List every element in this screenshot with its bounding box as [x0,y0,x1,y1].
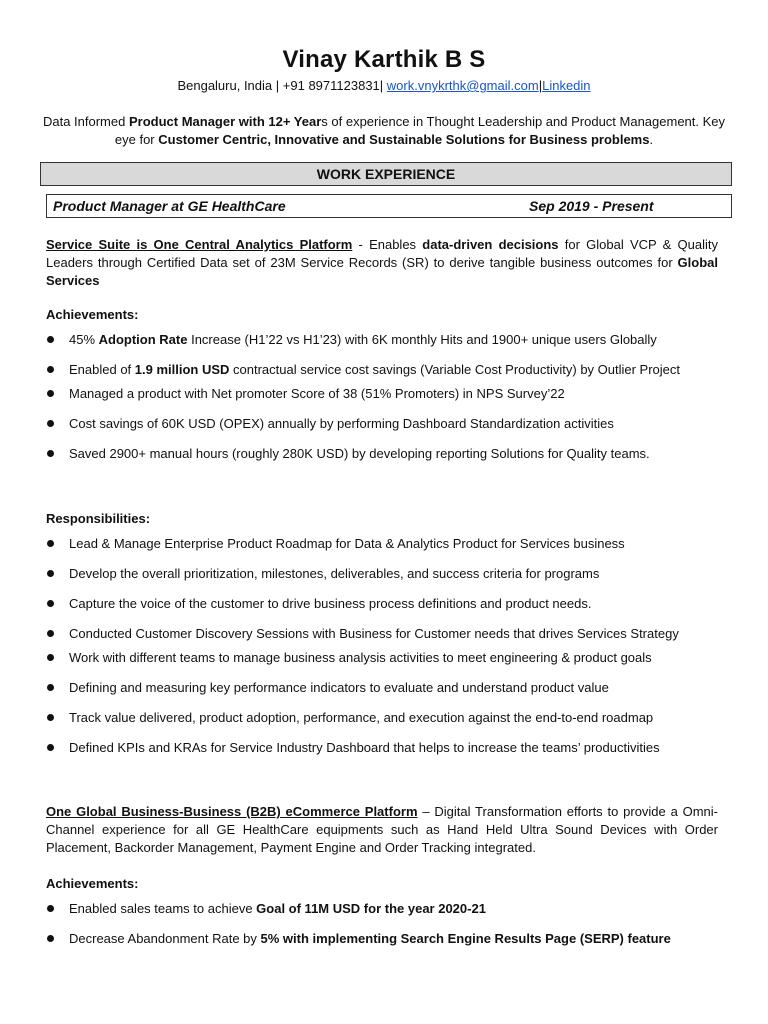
summary-text: . [649,132,654,147]
bullet-icon [47,450,54,457]
list-item [46,898,718,920]
job-title: Product Manager at GE HealthCare [53,198,286,214]
item-highlight: 1.9 million USD [134,362,230,377]
list-item [46,563,718,585]
list-item [46,533,718,555]
achievements-list [46,329,718,465]
bullet-icon [47,366,54,373]
email-link[interactable]: work.vnykrthk@gmail.com [386,78,539,93]
item-highlight: Goal of 11M USD for the year 2020-21 [256,901,486,916]
bullet-icon [47,935,54,942]
summary-highlight: Product Manager with 12+ Year [128,114,322,129]
phone: +91 8971123831 [282,78,380,93]
list-item [46,359,718,381]
achievements-list [46,898,718,950]
project-text: – Digital Transformation efforts to provide a Omni-Channel experience for all GE HealthCare equipments such as Hand Held Ultra Sound Devices with Order Placement, Backorder Management, Payment Engine and Order Tracking integrated. [46,804,718,855]
responsibilities-heading: Responsibilities: [46,511,151,526]
item-text: Decrease Abandonment Rate by [69,931,261,946]
project-text: for Global VCP & Quality Leaders through Certified Data set of 23M Service Records (SR) to derive tangible business outcomes for [46,237,719,270]
bullet-icon [47,540,54,547]
list-item [46,383,718,405]
list-item [46,623,718,645]
separator: | [379,78,384,93]
project-1-name: Service Suite is One Central Analytics Platform [46,237,353,252]
list-item [46,593,718,615]
project-text: - Enables [352,237,423,252]
project-2-name: One Global Business-Business (B2B) eCommerce Platform [46,804,418,819]
item-text: Saved 2900+ manual hours (roughly 280K USD) by developing reporting Solutions for Quality teams. [69,446,650,461]
bullet-icon [47,600,54,607]
bullet-icon [47,905,54,912]
list-item [46,647,718,669]
section-header-work-experience: WORK EXPERIENCE [40,162,732,186]
bullet-icon [47,420,54,427]
project-1-description [46,236,718,290]
list-item [46,329,718,351]
bullet-icon [47,684,54,691]
item-text: Defining and measuring key performance indicators to evaluate and understand product value [69,680,609,695]
bullet-icon [47,570,54,577]
list-item [46,928,718,950]
achievements-heading: Achievements: [46,876,139,891]
bullet-icon [47,390,54,397]
location: Bengaluru, India [177,78,273,93]
list-item [46,707,718,729]
list-item [46,443,718,465]
item-text: Enabled sales teams to achieve [69,901,257,916]
bullet-icon [47,654,54,661]
list-item [46,677,718,699]
item-text: Conducted Customer Discovery Sessions with Business for Customer needs that drives Services Strategy [69,626,679,641]
job-header [46,194,732,218]
professional-summary [40,113,728,149]
linkedin-link[interactable]: Linkedin [542,78,591,93]
item-text: Develop the overall prioritization, milestones, deliverables, and success criteria for programs [69,566,600,581]
summary-text: Data Informed [42,114,129,129]
item-text: Track value delivered, product adoption, performance, and execution against the end-to-end roadmap [69,710,654,725]
item-text: 45% [69,332,99,347]
contact-line [0,78,768,93]
item-text: Cost savings of 60K USD (OPEX) annually by performing Dashboard Standardization activities [69,416,614,431]
project-highlight: data-driven decisions [422,237,559,252]
item-text: contractual service cost savings (Variable Cost Productivity) by Outlier Project [229,362,681,377]
item-text: Defined KPIs and KRAs for Service Industry Dashboard that helps to increase the teams’ productivities [69,740,660,755]
job-dates: Sep 2019 - Present [529,198,654,214]
item-text: Work with different teams to manage business analysis activities to meet engineering & product goals [69,650,652,665]
list-item [46,413,718,435]
item-text: Enabled of [69,362,135,377]
summary-highlight: Customer Centric, Innovative and Sustainable Solutions for Business problems [158,132,650,147]
bullet-icon [47,336,54,343]
bullet-icon [47,714,54,721]
bullet-icon [47,744,54,751]
bullet-icon [47,630,54,637]
item-highlight: Adoption Rate [98,332,188,347]
separator: | [538,78,543,93]
list-item [46,737,718,759]
achievements-heading: Achievements: [46,307,139,322]
summary-text: s of experience in Thought Leadership and Product Management. Key eye for [114,114,726,147]
responsibilities-list [46,533,718,759]
item-text: Capture the voice of the customer to drive business process definitions and product needs. [69,596,592,611]
separator: | [275,78,280,93]
project-2-description [46,803,718,857]
item-text: Managed a product with Net promoter Score of 38 (51% Promoters) in NPS Survey’22 [69,386,565,401]
item-text: Increase (H1’22 vs H1’23) with 6K monthly Hits and 1900+ unique users Globally [187,332,657,347]
item-highlight: 5% with implementing Search Engine Results Page (SERP) feature [260,931,671,946]
project-highlight: Global Services [46,255,718,288]
item-text: Lead & Manage Enterprise Product Roadmap for Data & Analytics Product for Services business [69,536,625,551]
candidate-name: Vinay Karthik B S [282,46,486,73]
